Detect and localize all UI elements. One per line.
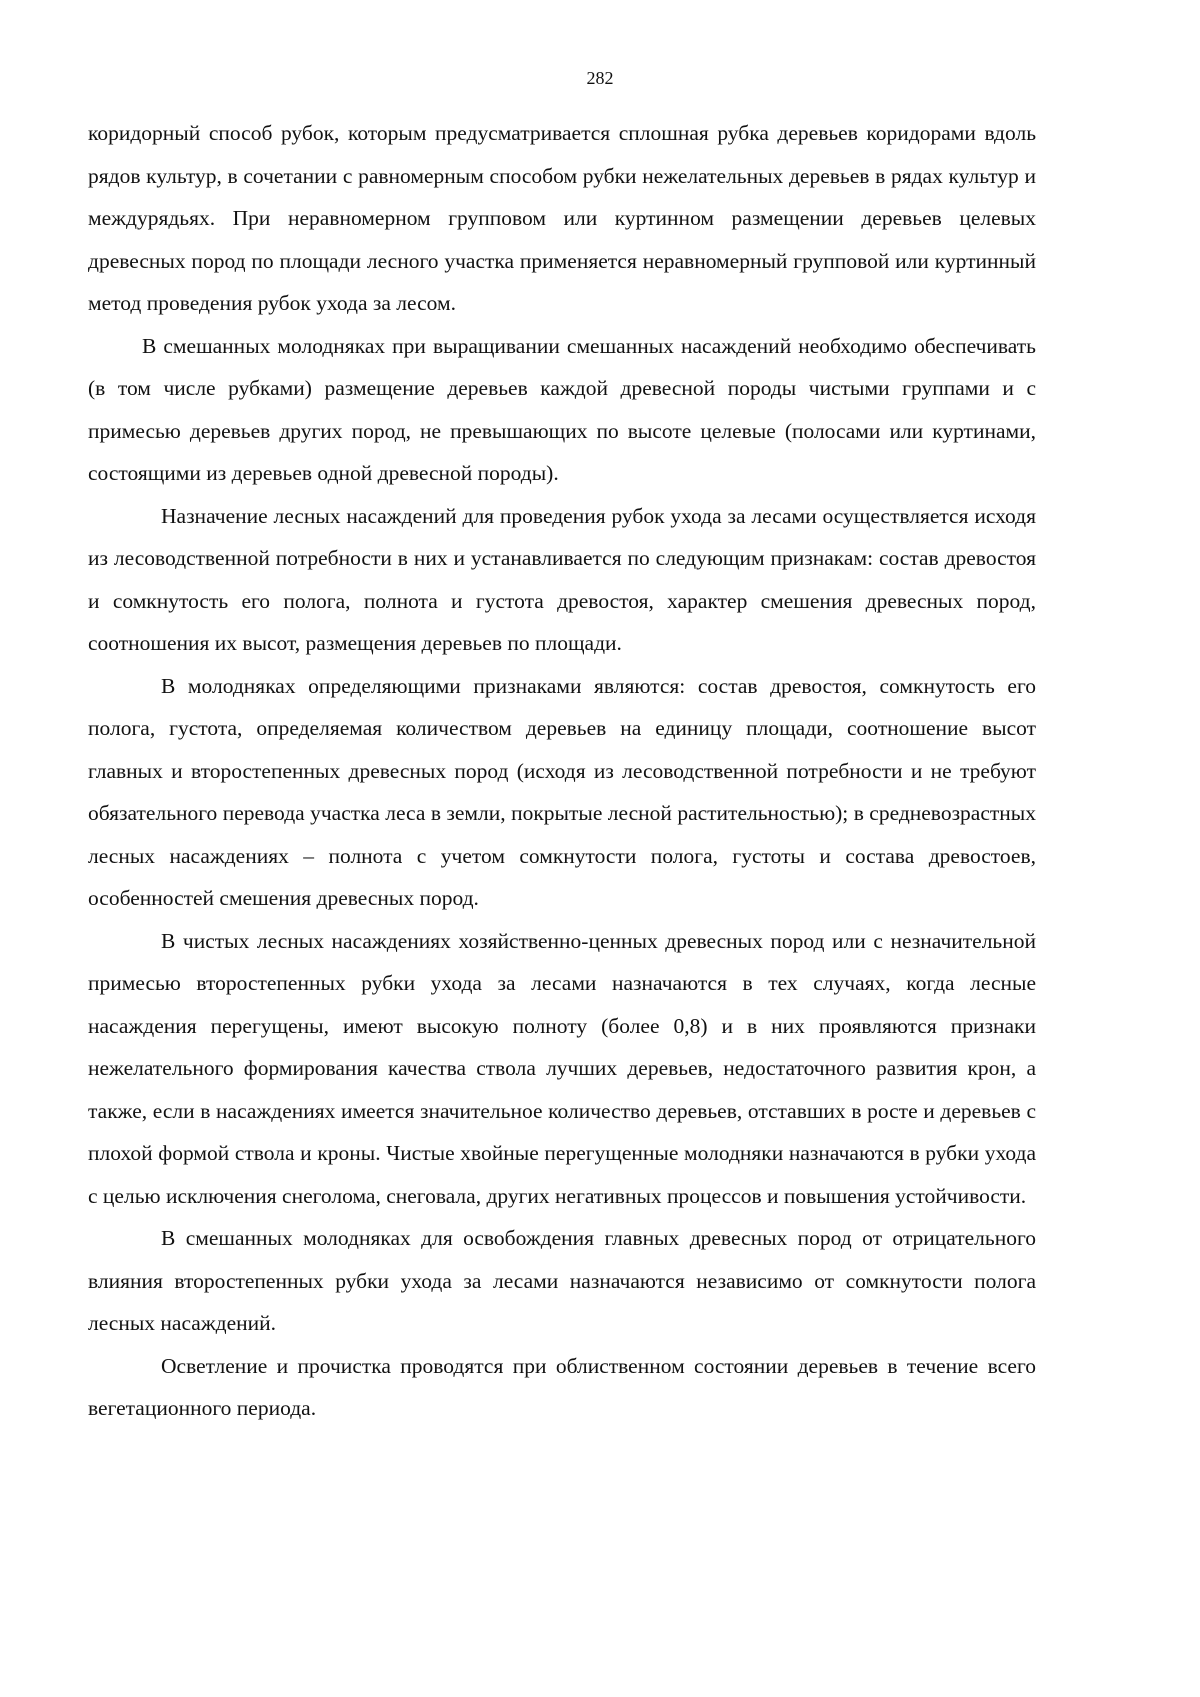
- paragraph-young-stands-criteria: В молодняках определяющими признаками являются: состав древостоя, сомкнутость его полога, густота, определяемая количеством деревьев на единицу площади, соотношение высот главных и второстепенных древесных пород (исходя из лесоводственной потребности и не требуют обязательного перевода участка леса в земли, покрытые лесной растительностью); в средневозрастных лесных насаждениях – полнота с учетом сомкнутости полога, густоты и состава древостоев, особенностей смешения древесных пород.: [88, 673, 1036, 910]
- paragraph-mixed-young-stands: В смешанных молодняках при выращивании смешанных насаждений необходимо обеспечивать (в том числе рубками) размещение деревьев каждой древесной породы чистыми группами и с примесью деревьев других пород, не превышающих по высоте целевые (полосами или куртинами, состоящими из деревьев одной древесной породы).: [88, 333, 1036, 485]
- paragraph-assignment-criteria: Назначение лесных насаждений для проведения рубок ухода за лесами осуществляется исходя из лесоводственной потребности в них и устанавливается по следующим признакам: состав древостоя и сомкнутость его полога, полнота и густота древостоя, характер смешения древесных пород, соотношения их высот, размещения деревьев по площади.: [88, 503, 1036, 655]
- body-text: [88, 112, 1036, 1430]
- page-number: 282: [586, 68, 614, 88]
- paragraph-cleaning-timing: Осветление и прочистка проводятся при облиственном состоянии деревьев в течение всего вегетационного периода.: [88, 1353, 1036, 1420]
- paragraph-continuation: коридорный способ рубок, которым предусматривается сплошная рубка деревьев коридорами вдоль рядов культур, в сочетании с равномерным способом рубки нежелательных деревьев в рядах культур и междурядьях. При неравномерном групповом или куртинном размещении деревьев целевых древесных пород по площади лесного участка применяется неравномерный групповой или куртинный метод проведения рубок ухода за лесом.: [88, 121, 1036, 315]
- paragraph-pure-stands: В чистых лесных насаждениях хозяйственно-ценных древесных пород или с незначительной примесью второстепенных рубки ухода за лесами назначаются в тех случаях, когда лесные насаждения перегущены, имеют высокую полноту (более 0,8) и в них проявляются признаки нежелательного формирования качества ствола лучших деревьев, недостаточного развития крон, а также, если в насаждениях имеется значительное количество деревьев, отставших в росте и деревьев с плохой формой ствола и кроны. Чистые хвойные перегущенные молодняки назначаются в рубки ухода с целью исключения снеголома, снеговала, других негативных процессов и повышения устойчивости.: [88, 928, 1036, 1208]
- paragraph-mixed-young-release: В смешанных молодняках для освобождения главных древесных пород от отрицательного влияния второстепенных рубки ухода за лесами назначаются независимо от сомкнутости полога лесных насаждений.: [88, 1226, 1036, 1335]
